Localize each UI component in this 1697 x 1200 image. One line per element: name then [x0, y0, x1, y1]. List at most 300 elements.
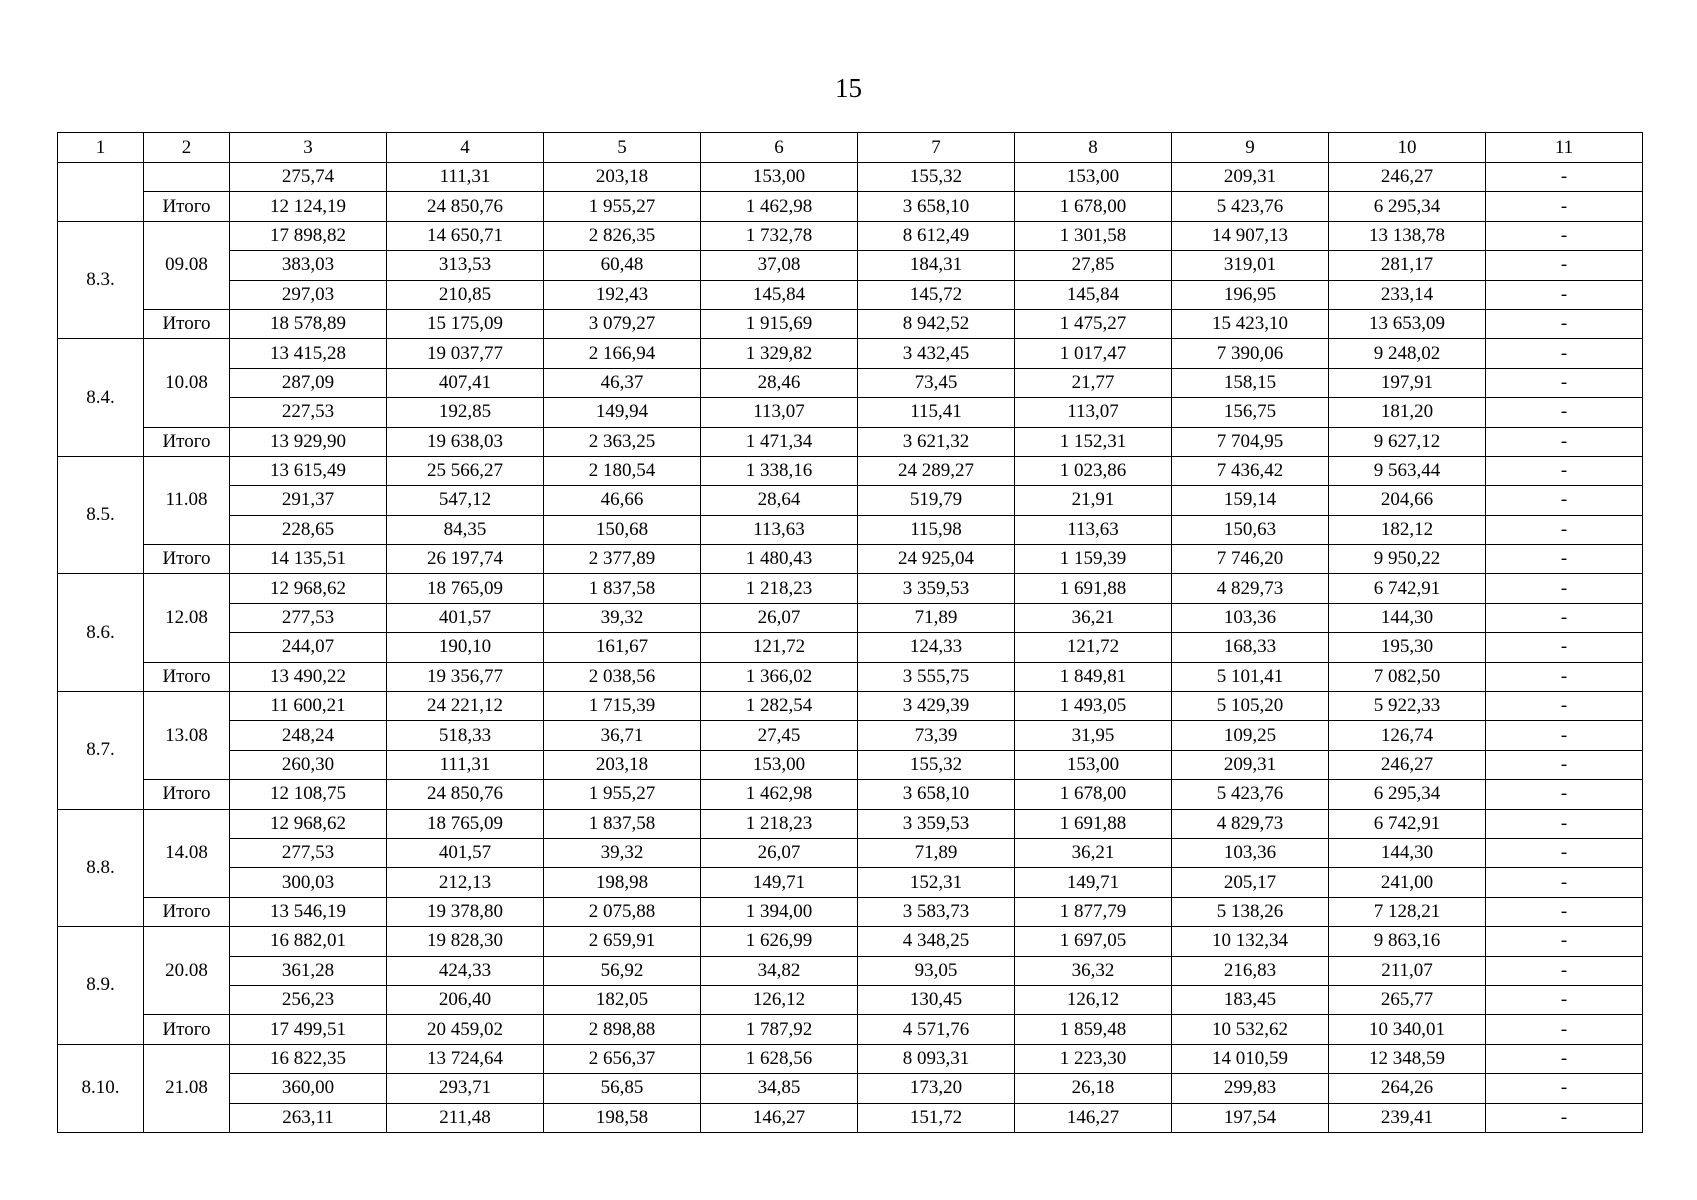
value-cell: 7 436,42: [1172, 456, 1329, 485]
total-row: [58, 427, 1643, 456]
table-row: [58, 1074, 1643, 1103]
table-row: [58, 398, 1643, 427]
value-cell: 8 093,31: [858, 1044, 1015, 1073]
total-value-cell: 3 555,75: [858, 662, 1015, 691]
value-cell: -: [1486, 750, 1643, 779]
table-body: [58, 133, 1643, 1133]
total-value-cell: -: [1486, 192, 1643, 221]
table-header-row: [58, 133, 1643, 163]
value-cell: 275,74: [230, 163, 387, 192]
total-value-cell: 1 366,02: [701, 662, 858, 691]
date-cell: 14.08: [144, 809, 230, 897]
total-value-cell: -: [1486, 545, 1643, 574]
total-label: Итого: [144, 545, 230, 574]
total-value-cell: 20 459,02: [387, 1015, 544, 1044]
value-cell: 1 338,16: [701, 456, 858, 485]
total-value-cell: -: [1486, 780, 1643, 809]
value-cell: 2 659,91: [544, 927, 701, 956]
column-number-header: 3: [230, 133, 387, 163]
value-cell: 130,45: [858, 985, 1015, 1014]
value-cell: 26,07: [701, 603, 858, 632]
value-cell: 145,84: [1015, 280, 1172, 309]
table-row: [58, 750, 1643, 779]
value-cell: 233,14: [1329, 280, 1486, 309]
value-cell: 227,53: [230, 398, 387, 427]
value-cell: 196,95: [1172, 280, 1329, 309]
value-cell: -: [1486, 1074, 1643, 1103]
total-row: [58, 662, 1643, 691]
value-cell: -: [1486, 692, 1643, 721]
value-cell: 24 289,27: [858, 456, 1015, 485]
value-cell: 181,20: [1329, 398, 1486, 427]
value-cell: 209,31: [1172, 750, 1329, 779]
value-cell: 150,68: [544, 515, 701, 544]
value-cell: 6 742,91: [1329, 809, 1486, 838]
value-cell: 281,17: [1329, 251, 1486, 280]
total-label: Итого: [144, 1015, 230, 1044]
value-cell: 1 301,58: [1015, 221, 1172, 250]
value-cell: 126,74: [1329, 721, 1486, 750]
total-value-cell: 7 704,95: [1172, 427, 1329, 456]
total-value-cell: 3 658,10: [858, 192, 1015, 221]
value-cell: 319,01: [1172, 251, 1329, 280]
total-value-cell: 7 128,21: [1329, 897, 1486, 926]
total-value-cell: 1 394,00: [701, 897, 858, 926]
table-row: [58, 721, 1643, 750]
value-cell: 26,18: [1015, 1074, 1172, 1103]
value-cell: 10 132,34: [1172, 927, 1329, 956]
value-cell: 73,39: [858, 721, 1015, 750]
value-cell: 36,71: [544, 721, 701, 750]
table-row: [58, 603, 1643, 632]
value-cell: 3 432,45: [858, 339, 1015, 368]
total-label: Итого: [144, 662, 230, 691]
value-cell: 1 628,56: [701, 1044, 858, 1073]
item-number-cell: 8.6.: [58, 574, 144, 692]
total-value-cell: 1 475,27: [1015, 309, 1172, 338]
value-cell: 146,27: [1015, 1103, 1172, 1132]
total-value-cell: 9 950,22: [1329, 545, 1486, 574]
value-cell: 153,00: [1015, 750, 1172, 779]
total-value-cell: 9 627,12: [1329, 427, 1486, 456]
total-value-cell: 12 124,19: [230, 192, 387, 221]
value-cell: 126,12: [1015, 985, 1172, 1014]
total-value-cell: 3 658,10: [858, 780, 1015, 809]
value-cell: 1 218,23: [701, 809, 858, 838]
value-cell: 204,66: [1329, 486, 1486, 515]
total-value-cell: 5 423,76: [1172, 192, 1329, 221]
value-cell: 34,82: [701, 956, 858, 985]
value-cell: 2 166,94: [544, 339, 701, 368]
table-row: [58, 1103, 1643, 1132]
value-cell: 12 348,59: [1329, 1044, 1486, 1073]
total-value-cell: 19 356,77: [387, 662, 544, 691]
total-value-cell: 7 082,50: [1329, 662, 1486, 691]
value-cell: 192,85: [387, 398, 544, 427]
value-cell: -: [1486, 251, 1643, 280]
total-value-cell: 13 653,09: [1329, 309, 1486, 338]
value-cell: 71,89: [858, 838, 1015, 867]
value-cell: 212,13: [387, 868, 544, 897]
value-cell: 39,32: [544, 603, 701, 632]
value-cell: 3 359,53: [858, 574, 1015, 603]
total-value-cell: 6 295,34: [1329, 780, 1486, 809]
value-cell: 2 826,35: [544, 221, 701, 250]
table-row: [58, 956, 1643, 985]
total-value-cell: 1 152,31: [1015, 427, 1172, 456]
total-value-cell: 26 197,74: [387, 545, 544, 574]
value-cell: 21,77: [1015, 368, 1172, 397]
table-row: [58, 515, 1643, 544]
value-cell: 25 566,27: [387, 456, 544, 485]
item-number-cell: 8.9.: [58, 927, 144, 1045]
total-value-cell: 1 955,27: [544, 192, 701, 221]
value-cell: 313,53: [387, 251, 544, 280]
value-cell: 239,41: [1329, 1103, 1486, 1132]
table-row: [58, 486, 1643, 515]
value-cell: 27,45: [701, 721, 858, 750]
value-cell: 183,45: [1172, 985, 1329, 1014]
total-value-cell: 1 678,00: [1015, 780, 1172, 809]
table-row: [58, 1044, 1643, 1073]
table-row: [58, 456, 1643, 485]
value-cell: 277,53: [230, 603, 387, 632]
value-cell: 36,32: [1015, 956, 1172, 985]
value-cell: 19 828,30: [387, 927, 544, 956]
column-number-header: 1: [58, 133, 144, 163]
value-cell: 14 010,59: [1172, 1044, 1329, 1073]
value-cell: 9 563,44: [1329, 456, 1486, 485]
table-row: [58, 280, 1643, 309]
value-cell: 209,31: [1172, 163, 1329, 192]
value-cell: 14 650,71: [387, 221, 544, 250]
total-row: [58, 309, 1643, 338]
value-cell: 149,71: [1015, 868, 1172, 897]
total-value-cell: 5 138,26: [1172, 897, 1329, 926]
value-cell: 547,12: [387, 486, 544, 515]
table-row: [58, 574, 1643, 603]
total-label: Итого: [144, 780, 230, 809]
total-value-cell: 1 462,98: [701, 780, 858, 809]
total-value-cell: 2 363,25: [544, 427, 701, 456]
value-cell: 1 837,58: [544, 574, 701, 603]
total-value-cell: 7 746,20: [1172, 545, 1329, 574]
value-cell: 26,07: [701, 838, 858, 867]
value-cell: 1 732,78: [701, 221, 858, 250]
value-cell: 7 390,06: [1172, 339, 1329, 368]
column-number-header: 9: [1172, 133, 1329, 163]
table-row: [58, 163, 1643, 192]
value-cell: 1 493,05: [1015, 692, 1172, 721]
value-cell: 111,31: [387, 163, 544, 192]
column-number-header: 10: [1329, 133, 1486, 163]
value-cell: 244,07: [230, 633, 387, 662]
value-cell: 260,30: [230, 750, 387, 779]
value-cell: 144,30: [1329, 838, 1486, 867]
total-value-cell: 24 850,76: [387, 192, 544, 221]
value-cell: 113,63: [701, 515, 858, 544]
total-value-cell: 6 295,34: [1329, 192, 1486, 221]
item-number-cell: 8.10.: [58, 1044, 144, 1132]
value-cell: 197,91: [1329, 368, 1486, 397]
value-cell: 246,27: [1329, 163, 1486, 192]
value-cell: 93,05: [858, 956, 1015, 985]
value-cell: 109,25: [1172, 721, 1329, 750]
total-value-cell: 13 929,90: [230, 427, 387, 456]
value-cell: 28,64: [701, 486, 858, 515]
value-cell: -: [1486, 163, 1643, 192]
total-value-cell: 2 898,88: [544, 1015, 701, 1044]
table-row: [58, 809, 1643, 838]
value-cell: 1 691,88: [1015, 809, 1172, 838]
total-value-cell: 24 925,04: [858, 545, 1015, 574]
value-cell: -: [1486, 956, 1643, 985]
value-cell: 407,41: [387, 368, 544, 397]
value-cell: 71,89: [858, 603, 1015, 632]
value-cell: 9 248,02: [1329, 339, 1486, 368]
value-cell: -: [1486, 721, 1643, 750]
value-cell: 4 829,73: [1172, 574, 1329, 603]
value-cell: 31,95: [1015, 721, 1172, 750]
value-cell: 126,12: [701, 985, 858, 1014]
value-cell: 16 822,35: [230, 1044, 387, 1073]
value-cell: -: [1486, 456, 1643, 485]
value-cell: 73,45: [858, 368, 1015, 397]
date-cell: 13.08: [144, 692, 230, 780]
total-row: [58, 897, 1643, 926]
value-cell: 383,03: [230, 251, 387, 280]
value-cell: 153,00: [1015, 163, 1172, 192]
value-cell: -: [1486, 398, 1643, 427]
value-cell: 155,32: [858, 163, 1015, 192]
total-value-cell: 12 108,75: [230, 780, 387, 809]
total-label: Итого: [144, 309, 230, 338]
value-cell: 248,24: [230, 721, 387, 750]
table-row: [58, 868, 1643, 897]
total-label: Итого: [144, 192, 230, 221]
value-cell: 263,11: [230, 1103, 387, 1132]
total-value-cell: 2 075,88: [544, 897, 701, 926]
total-row: [58, 545, 1643, 574]
item-number-cell: 8.4.: [58, 339, 144, 457]
value-cell: 153,00: [701, 163, 858, 192]
value-cell: -: [1486, 515, 1643, 544]
value-cell: 113,07: [1015, 398, 1172, 427]
total-label: Итого: [144, 897, 230, 926]
total-value-cell: 19 378,80: [387, 897, 544, 926]
value-cell: 206,40: [387, 985, 544, 1014]
total-value-cell: -: [1486, 662, 1643, 691]
value-cell: 36,21: [1015, 603, 1172, 632]
value-cell: 13 415,28: [230, 339, 387, 368]
date-cell: 11.08: [144, 456, 230, 544]
value-cell: -: [1486, 1044, 1643, 1073]
total-value-cell: 18 578,89: [230, 309, 387, 338]
value-cell: 265,77: [1329, 985, 1486, 1014]
total-value-cell: -: [1486, 1015, 1643, 1044]
column-number-header: 8: [1015, 133, 1172, 163]
value-cell: 56,85: [544, 1074, 701, 1103]
total-value-cell: 10 532,62: [1172, 1015, 1329, 1044]
value-cell: 1 218,23: [701, 574, 858, 603]
value-cell: 46,37: [544, 368, 701, 397]
value-cell: -: [1486, 486, 1643, 515]
value-cell: 1 626,99: [701, 927, 858, 956]
value-cell: 150,63: [1172, 515, 1329, 544]
total-value-cell: 13 490,22: [230, 662, 387, 691]
value-cell: 192,43: [544, 280, 701, 309]
total-value-cell: 15 175,09: [387, 309, 544, 338]
column-number-header: 4: [387, 133, 544, 163]
value-cell: 173,20: [858, 1074, 1015, 1103]
value-cell: 228,65: [230, 515, 387, 544]
value-cell: 518,33: [387, 721, 544, 750]
value-cell: 291,37: [230, 486, 387, 515]
value-cell: 1 017,47: [1015, 339, 1172, 368]
value-cell: 256,23: [230, 985, 387, 1014]
value-cell: 18 765,09: [387, 809, 544, 838]
column-number-header: 5: [544, 133, 701, 163]
value-cell: 211,07: [1329, 956, 1486, 985]
value-cell: 28,46: [701, 368, 858, 397]
total-value-cell: 17 499,51: [230, 1015, 387, 1044]
value-cell: -: [1486, 1103, 1643, 1132]
column-number-header: 7: [858, 133, 1015, 163]
table-row: [58, 633, 1643, 662]
value-cell: 241,00: [1329, 868, 1486, 897]
table-row: [58, 838, 1643, 867]
value-cell: 198,58: [544, 1103, 701, 1132]
value-cell: 84,35: [387, 515, 544, 544]
total-row: [58, 192, 1643, 221]
value-cell: -: [1486, 838, 1643, 867]
value-cell: 2 656,37: [544, 1044, 701, 1073]
total-value-cell: 1 462,98: [701, 192, 858, 221]
value-cell: 145,84: [701, 280, 858, 309]
value-cell: 39,32: [544, 838, 701, 867]
value-cell: 264,26: [1329, 1074, 1486, 1103]
value-cell: 195,30: [1329, 633, 1486, 662]
table-row: [58, 221, 1643, 250]
value-cell: 34,85: [701, 1074, 858, 1103]
value-cell: 159,14: [1172, 486, 1329, 515]
total-value-cell: 19 638,03: [387, 427, 544, 456]
table-row: [58, 927, 1643, 956]
value-cell: 16 882,01: [230, 927, 387, 956]
value-cell: -: [1486, 339, 1643, 368]
value-cell: 161,67: [544, 633, 701, 662]
total-value-cell: 15 423,10: [1172, 309, 1329, 338]
page-number: 15: [835, 73, 862, 103]
value-cell: 12 968,62: [230, 574, 387, 603]
value-cell: 424,33: [387, 956, 544, 985]
total-value-cell: 1 877,79: [1015, 897, 1172, 926]
date-cell: 12.08: [144, 574, 230, 662]
value-cell: -: [1486, 985, 1643, 1014]
item-number-cell: 8.3.: [58, 221, 144, 339]
value-cell: 203,18: [544, 163, 701, 192]
date-cell: 10.08: [144, 339, 230, 427]
value-cell: 210,85: [387, 280, 544, 309]
value-cell: 13 724,64: [387, 1044, 544, 1073]
value-cell: 211,48: [387, 1103, 544, 1132]
value-cell: -: [1486, 368, 1643, 397]
total-value-cell: 5 101,41: [1172, 662, 1329, 691]
total-label: Итого: [144, 427, 230, 456]
value-cell: 401,57: [387, 603, 544, 632]
value-cell: 115,98: [858, 515, 1015, 544]
total-row: [58, 1015, 1643, 1044]
value-cell: 5 922,33: [1329, 692, 1486, 721]
item-number-cell: 8.5.: [58, 456, 144, 574]
value-cell: 4 348,25: [858, 927, 1015, 956]
value-cell: 113,07: [701, 398, 858, 427]
total-value-cell: -: [1486, 897, 1643, 926]
column-number-header: 2: [144, 133, 230, 163]
data-table: [57, 132, 1643, 1133]
value-cell: 168,33: [1172, 633, 1329, 662]
value-cell: -: [1486, 280, 1643, 309]
value-cell: 121,72: [701, 633, 858, 662]
value-cell: 197,54: [1172, 1103, 1329, 1132]
value-cell: 36,21: [1015, 838, 1172, 867]
value-cell: 293,71: [387, 1074, 544, 1103]
value-cell: -: [1486, 633, 1643, 662]
value-cell: 216,83: [1172, 956, 1329, 985]
value-cell: 149,71: [701, 868, 858, 897]
value-cell: 401,57: [387, 838, 544, 867]
column-number-header: 6: [701, 133, 858, 163]
value-cell: 1 715,39: [544, 692, 701, 721]
total-value-cell: 1 471,34: [701, 427, 858, 456]
value-cell: 198,98: [544, 868, 701, 897]
total-value-cell: 1 915,69: [701, 309, 858, 338]
value-cell: 182,12: [1329, 515, 1486, 544]
value-cell: 18 765,09: [387, 574, 544, 603]
total-value-cell: 1 678,00: [1015, 192, 1172, 221]
value-cell: 277,53: [230, 838, 387, 867]
value-cell: 8 612,49: [858, 221, 1015, 250]
date-cell: 09.08: [144, 221, 230, 309]
value-cell: 17 898,82: [230, 221, 387, 250]
value-cell: 37,08: [701, 251, 858, 280]
item-number-cell: 8.8.: [58, 809, 144, 927]
value-cell: 1 023,86: [1015, 456, 1172, 485]
value-cell: 1 329,82: [701, 339, 858, 368]
value-cell: 297,03: [230, 280, 387, 309]
value-cell: 1 697,05: [1015, 927, 1172, 956]
value-cell: 56,92: [544, 956, 701, 985]
value-cell: 152,31: [858, 868, 1015, 897]
value-cell: 149,94: [544, 398, 701, 427]
table-row: [58, 251, 1643, 280]
value-cell: 12 968,62: [230, 809, 387, 838]
total-value-cell: 2 038,56: [544, 662, 701, 691]
value-cell: 27,85: [1015, 251, 1172, 280]
value-cell: 2 180,54: [544, 456, 701, 485]
total-value-cell: 1 849,81: [1015, 662, 1172, 691]
value-cell: 190,10: [387, 633, 544, 662]
date-cell: 20.08: [144, 927, 230, 1015]
table-row: [58, 985, 1643, 1014]
value-cell: 3 429,39: [858, 692, 1015, 721]
total-value-cell: 4 571,76: [858, 1015, 1015, 1044]
value-cell: 182,05: [544, 985, 701, 1014]
table-row: [58, 368, 1643, 397]
value-cell: 121,72: [1015, 633, 1172, 662]
total-value-cell: 3 079,27: [544, 309, 701, 338]
total-row: [58, 780, 1643, 809]
